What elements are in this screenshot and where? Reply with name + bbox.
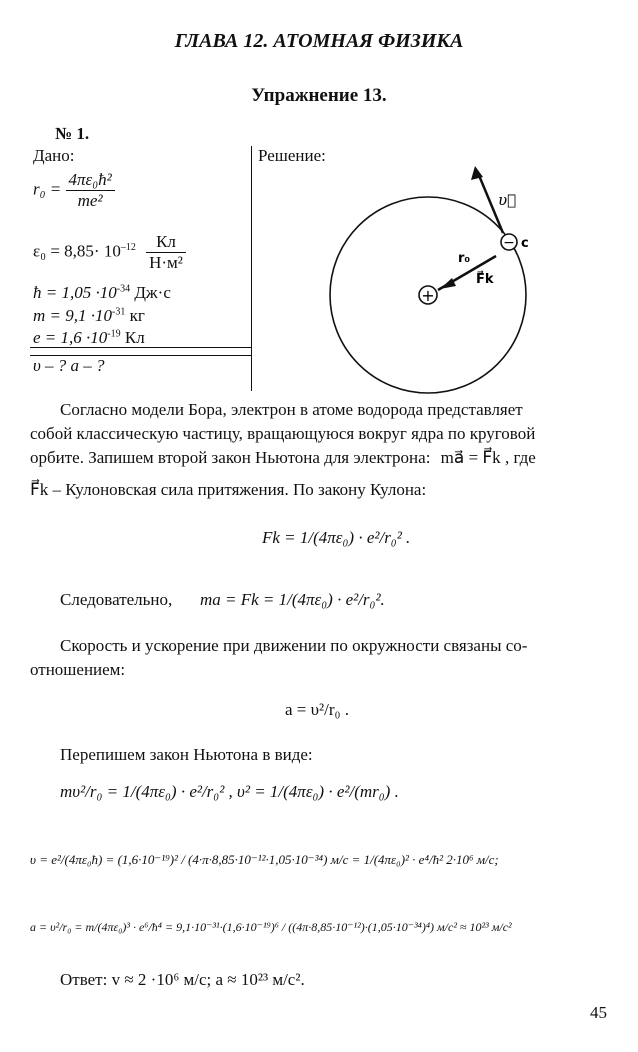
force-label: F⃗k (476, 272, 494, 287)
problem-number: № 1. (55, 124, 90, 143)
paragraph-bohr: Согласно модели Бора, электрон в атоме водорода представляет собой классическую частицу, вращающуюся вокруг ядра по круговой орбите. Запишем второй закон Ньютона для электрона: ma⃗ = F⃗k , где F⃗k – Кулоновская сила притяжения. По закону Кулона: (30, 400, 536, 499)
given-eps0: $\varepsilon_0 = 8,85\cdot 10^{-12}$ $\frac{Кл}{\text{Н·м²}}$ (33, 232, 186, 273)
equation-acceleration: a = υ²/r₀ . (285, 700, 349, 719)
answer-line: Ответ: v ≈ 2 ·10⁶ м/с; a ≈ 10²³ м/с². (60, 970, 305, 989)
velocity-label: υ⃗ (498, 191, 517, 209)
given-mass: $m = 9,1 \cdot 10^{-31}$ кг (33, 306, 145, 325)
given-r0: r₀ = $\frac{\text{4πε₀ħ²}}{\text{me²}}$ (33, 170, 115, 211)
equation-newton-rewritten: mυ²/r₀ = 1/(4πε₀) · e²/r₀² , υ² = 1/(4πε₀) · e²/(mr₀) . (60, 782, 399, 801)
radius-label: r₀ (458, 251, 471, 266)
equation-newton-coulomb: ma = Fk = 1/(4πε₀) · e²/r₀². (200, 590, 385, 609)
consequently-label: Следовательно, (60, 590, 173, 609)
given-hbar: ħ = $1,05 \cdot 10^{-34}$ Дж·с (33, 283, 171, 302)
rewrite-label: Перепишем закон Ньютона в виде: (60, 745, 313, 764)
equation-acceleration-result: a = υ²/r₀ = m/(4πε₀)³ · e⁶/ħ⁴ = 9,1·10⁻³¹·(1,6·10⁻¹⁹)⁶ / ((4π·8,85·10⁻¹²)·(1,05·10⁻³⁴)⁴) м/с² ≈ 10²³ м/с² (30, 920, 512, 934)
find-line: υ – ? a – ? (33, 356, 105, 375)
exercise-title: Упражнение 13. (251, 85, 387, 106)
orbit-diagram (300, 160, 550, 410)
equation-velocity: υ = e²/(4πε₀ħ) = (1,6·10⁻¹⁹)² / (4·π·8,85·10⁻¹²·1,05·10⁻³⁴) м/с = 1/(4πε₀)² · e⁴/ħ² 2·10⁶ м/с; (30, 852, 499, 867)
given-charge: $e = 1,6 \cdot 10^{-19}$ Кл (33, 328, 145, 347)
electron-label: c (521, 236, 529, 251)
chapter-title: ГЛАВА 12. АТОМНАЯ ФИЗИКА (174, 30, 464, 52)
solution-label: Решение: (258, 146, 326, 165)
nucleus-sign: + (421, 286, 435, 305)
newton-law-inline: ma⃗ = F⃗k (440, 448, 501, 467)
equation-coulomb: Fk = 1/(4πε₀) · e²/r₀² . (262, 528, 411, 547)
r0-fraction: $\frac{\text{4πε₀ħ²}}{\text{me²}}$ (66, 170, 115, 211)
page-number: 45 (590, 1003, 607, 1022)
eps0-unit-fraction: $\frac{Кл}{\text{Н·м²}}$ (146, 232, 186, 273)
coulomb-force-symbol: F⃗k (30, 480, 49, 499)
paragraph-circular-motion: Скорость и ускорение при движении по окружности связаны со- отношением: (30, 636, 528, 679)
given-label: Дано: (33, 146, 75, 165)
electron-sign: − (503, 235, 515, 251)
